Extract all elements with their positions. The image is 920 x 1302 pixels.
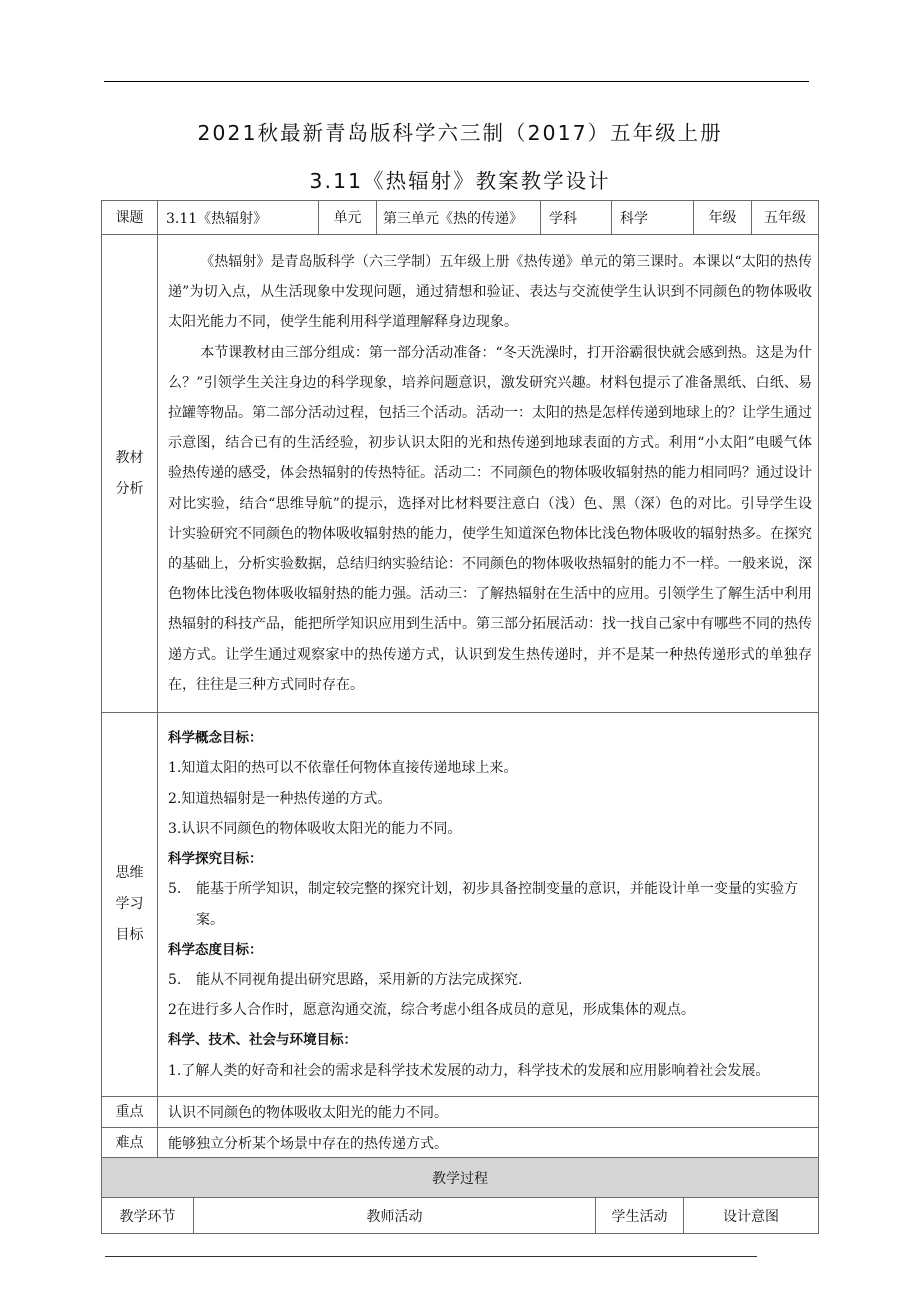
concept-goal-item: 1.知道太阳的热可以不依靠任何物体直接传递地球上来。 <box>168 760 518 777</box>
document-title-line2: 3.11《热辐射》教案教学设计 <box>309 169 611 193</box>
analysis-content <box>158 235 819 713</box>
concept-goal-item: 3.认识不同颜色的物体吸收太阳光的能力不同。 <box>168 820 462 837</box>
inquiry-goal-text: 能基于所学知识，制定较完整的探究计划，初步具备控制变量的意识，并能设计单一变量的实验方案。 <box>196 881 798 928</box>
goals-label <box>102 713 158 1097</box>
unit-value: 第三单元《热的传递》 <box>377 201 541 235</box>
attitude-goal-item <box>168 965 812 995</box>
analysis-label <box>102 235 158 713</box>
analysis-paragraph: 本节课教材由三部分组成：第一部分活动准备：“冬天洗澡时，打开浴霸很快就会感到热。这是为什么？”引领学生关注身边的科学现象，培养问题意识，激发研究兴趣。材料包提示了准备黑纸、白纸、易拉罐等物品。第二部分活动过程，包括三个活动。活动一：太阳的热是怎样传递到地球上的？让学生通过示意图，结合已有的生活经验，初步认识太阳的光和热传递到地球表面的方式。利用“小太阳”电暖气体验热传递的感受，体会热辐射的传热特征。活动二：不同颜色的物体吸收辐射热的能力相同吗？通过设计对比实验，结合“思维导航”的提示，选择对比材料要注意白（浅）色、黑（深）色的对比。引导学生设计实验研究不同颜色的物体吸收辐射热的能力，使学生知道深色物体比浅色物体吸收的辐射热多。在探究的基础上，分析实验数据，总结归纳实验结论：不同颜色的物体吸收热辐射的能力不一样。一般来说，深色物体比浅色物体吸收辐射热的能力强。活动三：了解热辐射在生活中的应用。引领学生了解生活中利用热辐射的科技产品，能把所学知识应用到生活中。第三部分拓展活动：找一找自己家中有哪些不同的热传递方式。让学生通过观察家中的热传递方式，认识到发生热传递时，并不是某一种热传递形式的单独存在，往往是三种方式同时存在。 <box>168 344 812 693</box>
column-header-teacher-activity: 教师活动 <box>194 1198 596 1234</box>
analysis-label-line2: 分析 <box>115 480 144 497</box>
column-header-student-activity: 学生活动 <box>596 1198 684 1234</box>
attitude-goals-heading: 科学态度目标： <box>168 941 263 958</box>
subject-value: 科学 <box>612 201 694 235</box>
goals-label-line2: 学习 <box>115 896 144 912</box>
key-point-label: 重点 <box>102 1097 158 1128</box>
concept-goals-heading: 科学概念目标： <box>168 730 263 747</box>
analysis-label-line1: 教材 <box>115 449 144 466</box>
lesson-plan-table <box>101 200 819 1159</box>
key-point-value: 认识不同颜色的物体吸收太阳光的能力不同。 <box>158 1097 819 1128</box>
inquiry-goals-heading: 科学探究目标： <box>168 851 263 868</box>
stse-goal-item: 1.了解人类的好奇和社会的需求是科学技术发展的动力，科学技术的发展和应用影响着社会发展。 <box>168 1062 770 1079</box>
process-header-row <box>102 1198 819 1234</box>
course-label: 课题 <box>102 201 158 235</box>
grade-label: 年级 <box>694 201 752 235</box>
column-header-design-intent: 设计意图 <box>684 1198 819 1234</box>
goals-label-line3: 目标 <box>115 927 144 943</box>
footer-rule <box>105 1256 757 1257</box>
document-title-line1: 2021秋最新青岛版科学六三制（2017）五年级上册 <box>197 121 723 145</box>
key-point-row <box>102 1097 819 1128</box>
analysis-paragraph: 《热辐射》是青岛版科学（六三学制）五年级上册《热传递》单元的第三课时。本课以“太阳的热传递”为切入点，从生活现象中发现问题，通过猜想和验证、表达与交流使学生认识到不同颜色的物体吸收太阳光能力不同，使学生能利用科学道理解释身边现象。 <box>168 253 812 331</box>
difficulty-row <box>102 1128 819 1159</box>
concept-goal-item: 2.知道热辐射是一种热传递的方式。 <box>168 790 392 807</box>
analysis-row <box>102 235 819 713</box>
attitude-goal-item-2: 2在进行多人合作时，愿意沟通交流，综合考虑小组各成员的意见，形成集体的观点。 <box>168 1002 695 1019</box>
info-row <box>102 201 819 235</box>
inquiry-goal-number: 5. <box>168 881 182 898</box>
goals-row <box>102 713 819 1097</box>
difficulty-label: 难点 <box>102 1128 158 1159</box>
unit-label: 单元 <box>319 201 377 235</box>
teaching-process-table <box>101 1157 819 1234</box>
inquiry-goal-item <box>168 874 812 934</box>
attitude-goal-text: 能从不同视角提出研究思路，采用新的方法完成探究. <box>196 971 523 988</box>
course-value: 3.11《热辐射》 <box>158 201 319 235</box>
stse-goals-heading: 科学、技术、社会与环境目标： <box>168 1032 357 1049</box>
goals-content <box>158 713 819 1097</box>
column-header-stage: 教学环节 <box>102 1198 194 1234</box>
difficulty-value: 能够独立分析某个场景中存在的热传递方式。 <box>158 1128 819 1159</box>
process-title: 教学过程 <box>102 1158 819 1198</box>
attitude-goal-number: 5. <box>168 971 182 988</box>
process-title-row <box>102 1158 819 1198</box>
subject-label: 学科 <box>541 201 612 235</box>
grade-value: 五年级 <box>752 201 819 235</box>
goals-label-line1: 思维 <box>115 865 144 881</box>
header-rule <box>104 81 809 82</box>
